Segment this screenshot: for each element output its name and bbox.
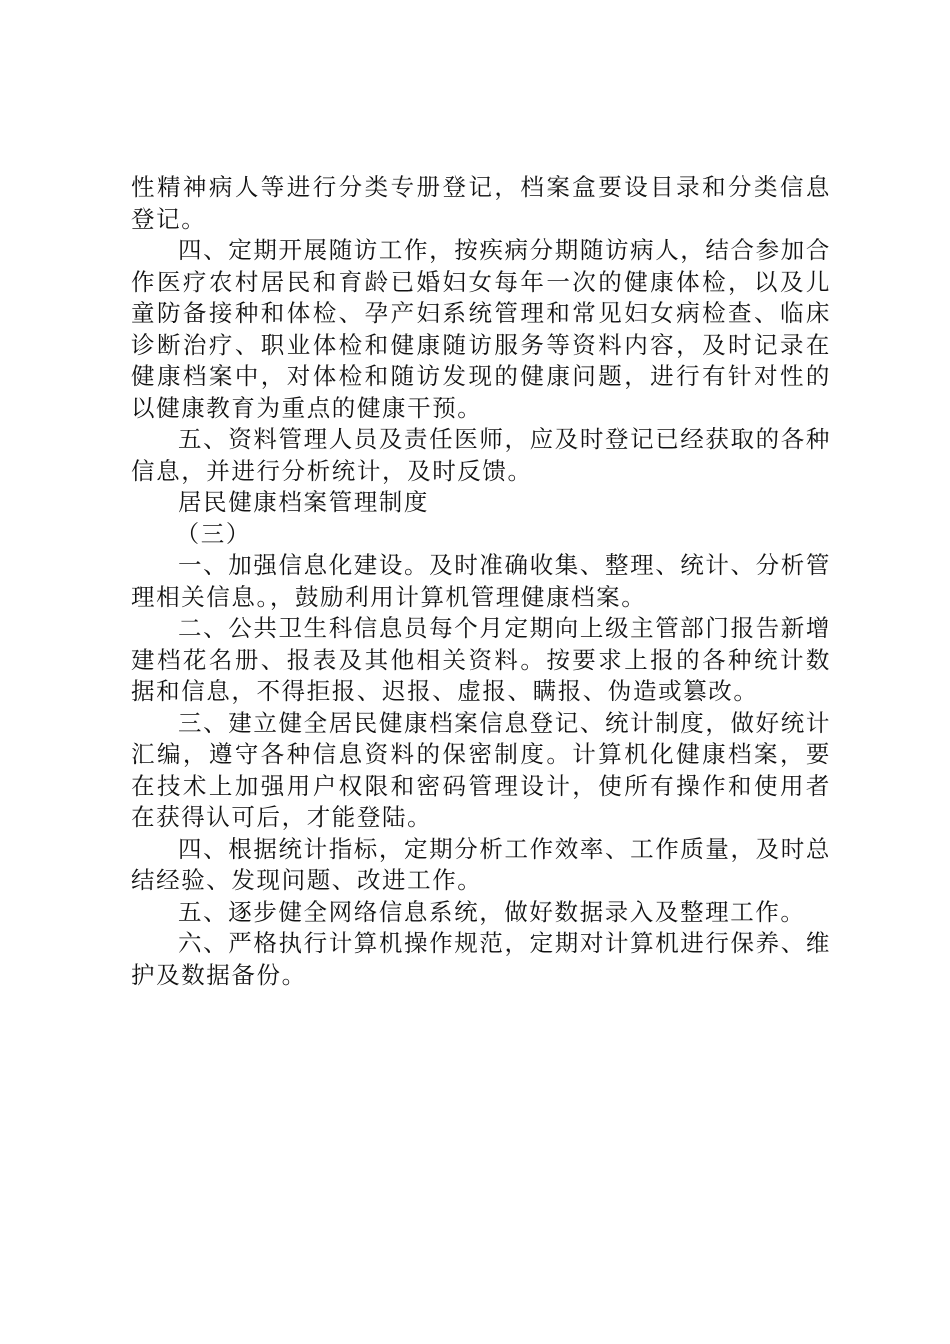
section-title: 居民健康档案管理制度: [178, 488, 429, 516]
paragraph-item-3-statistics: 三、建立健全居民健康档案信息登记、统计制度，做好统计汇编，遵守各种信息资料的保密制度。计算机化健康档案，要在技术上加强用户权限和密码管理设计，使所有操作和使用者在获得认可后，才能登陆。: [131, 708, 831, 831]
paragraph-item-4-followup: 四、定期开展随访工作，按疾病分期随访病人，结合参加合作医疗农村居民和育龄已婚妇女每年一次的健康体检，以及儿童防备接种和体检、孕产妇系统管理和常见妇女病检查、临床诊断治疗、职业体检和健康随访服务等资料内容，及时记录在健康档案中，对体检和随访发现的健康问题，进行有针对性的以健康教育为重点的健康干预。: [131, 236, 831, 422]
paragraph-item-2-reporting: 二、公共卫生科信息员每个月定期向上级主管部门报告新增建档花名册、报表及其他相关资料。按要求上报的各种统计数据和信息，不得拒报、迟报、虚报、瞒报、伪造或篡改。: [131, 614, 831, 705]
paragraph-item-1-informatization: 一、加强信息化建设。及时准确收集、整理、统计、分析管理相关信息。，鼓励利用计算机管理健康档案。: [131, 551, 831, 611]
paragraph-item-4-analysis: 四、根据统计指标，定期分析工作效率、工作质量，及时总结经验、发现问题、改进工作。: [131, 834, 831, 894]
document-body: [131, 172, 831, 991]
paragraph-item-5-feedback: 五、资料管理人员及责任医师，应及时登记已经获取的各种信息，并进行分析统计，及时反馈。: [131, 425, 831, 485]
paragraph-item-5-network: 五、逐步健全网络信息系统，做好数据录入及整理工作。: [178, 897, 806, 926]
paragraph-continuation: 性精神病人等进行分类专册登记，档案盒要设目录和分类信息登记。: [131, 173, 831, 233]
paragraph-item-6-maintenance: 六、严格执行计算机操作规范，定期对计算机进行保养、维护及数据备份。: [131, 929, 831, 989]
section-number: （三）: [175, 519, 251, 548]
